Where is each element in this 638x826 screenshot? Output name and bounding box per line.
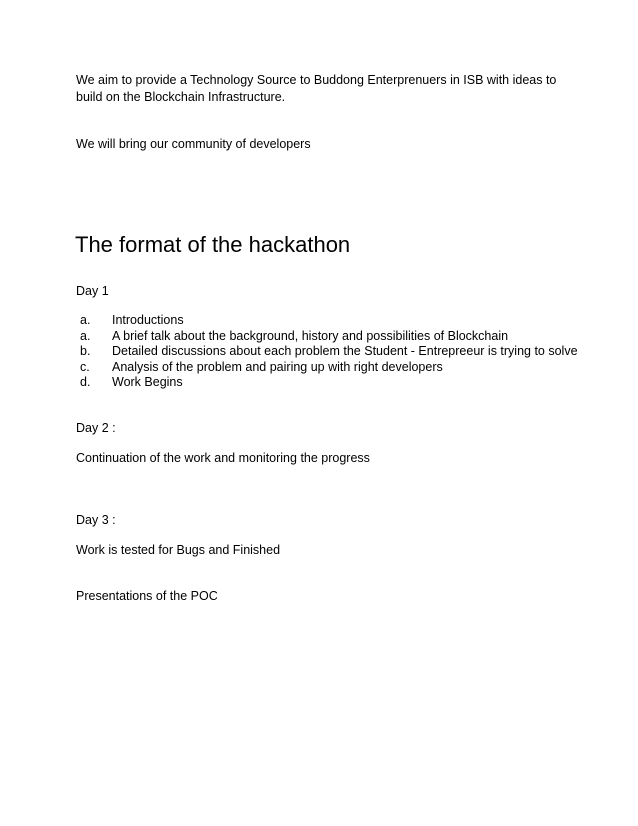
list-item — [80, 344, 578, 360]
list-item — [80, 329, 578, 345]
intro-paragraph: We aim to provide a Technology Source to Buddong Enterprenuers in ISB with ideas to build on the Blockchain Infrastructure. — [76, 73, 557, 104]
list-item-text: Work Begins — [112, 375, 183, 389]
list-item — [80, 375, 578, 391]
section-heading: The format of the hackathon — [75, 232, 351, 257]
list-marker: d. — [80, 375, 91, 389]
list-item — [80, 360, 578, 376]
closing-line: Presentations of the POC — [76, 589, 218, 603]
day1-label: Day 1 — [76, 284, 109, 298]
list-item-text: Detailed discussions about each problem the Student - Entrepreeur is trying to solve — [112, 344, 578, 358]
list-item-text: Introductions — [112, 313, 184, 327]
list-item-text: A brief talk about the background, history and possibilities of Blockchain — [112, 328, 509, 343]
list-item-text: Analysis of the problem and pairing up with right developers — [112, 359, 443, 374]
day2-label: Day 2 : — [76, 421, 116, 435]
day3-label: Day 3 : — [76, 513, 116, 527]
list-marker: a. — [80, 313, 91, 327]
list-marker: b. — [80, 344, 91, 358]
day3-text: Work is tested for Bugs and Finished — [76, 543, 281, 557]
day1-agenda-list — [80, 313, 578, 391]
list-marker: a. — [80, 328, 91, 343]
list-item — [80, 313, 578, 329]
day2-text: Continuation of the work and monitoring the progress — [76, 451, 370, 465]
community-line: We will bring our community of developers — [76, 137, 311, 151]
list-marker: c. — [80, 359, 90, 374]
